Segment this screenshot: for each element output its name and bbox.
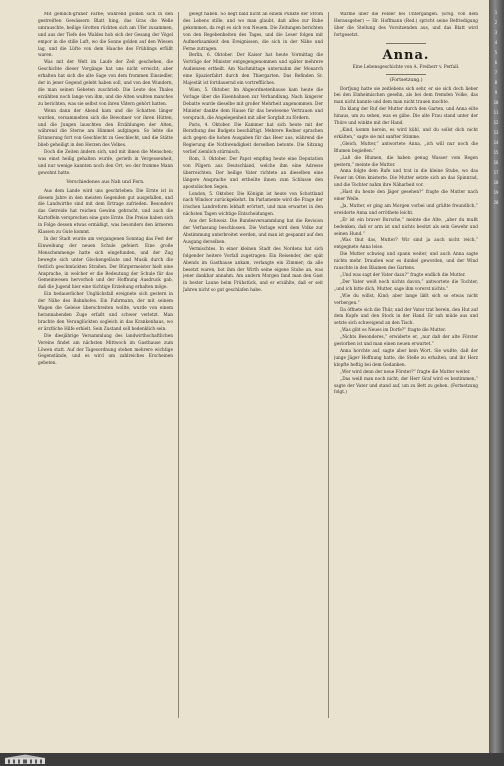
story-paragraph: „Und was sagt der Vater dazu?“ fragte endlich die Mutter. — [340, 273, 466, 278]
article-paragraph: Die diesjährige Versammlung des landwirthschaftlichen Vereins findet am nächsten Mittwoch im Gasthause zum Löwen statt. Auf der Tagesordnung stehen mehrere wichtige Gegenstände, und es wird um zahlreiches Erscheinen gebeten. — [38, 333, 173, 367]
gutter-mark: 1 — [494, 10, 498, 15]
story-paragraph: „Gleich, Mutter,“ antwortete Anna, „ich will nur noch die Blumen begießen.“ — [334, 141, 478, 154]
gutter-mark: 18 — [493, 180, 499, 185]
gutter-mark: 5 — [494, 50, 498, 55]
gutter-mark: 9 — [494, 90, 498, 95]
story-subtitle: Eine Lebensgeschichte von A. Freiherr v. Perfall. — [352, 64, 460, 70]
article-paragraph: Aus der Schweiz. Die Bundesversammlung hat die Revision der Verfassung beschlossen. Die Vorlage wird dem Volke zur Abstimmung unterbreitet werden, und man ist gespannt auf den Ausgang derselben. — [183, 219, 323, 245]
column-left — [38, 12, 173, 718]
gutter-mark: 6 — [494, 60, 498, 65]
article-paragraph: Mit gelblich-grüner Farbe; während golden sich in den gestreiften Gewässern Blatt hing, das Gras die Welle umrauschte, heilige Grotten rückten sich am Ufer zusammen, und aus der Tiefe des Waldes hob sich der Gesang der Vögel empor in die stille Luft, wo die Sonne golden auf den Wiesen lag, und die Lüfte von dem Hauche des Frühlings erfüllt waren. — [38, 12, 173, 59]
article-paragraph: In der Stadt wurde am vergangenen Sonntag das Fest der Einweihung der neuen Schule gefeiert. Eine große Menschenmenge hatte sich eingefunden, und der Zug bewegte sich unter Glockengeläute und Musik durch die festlich geschmückten Straßen. Der Bürgermeister hielt eine Ansprache, in welcher er die Bedeutung der Schule für das Gemeinwesen hervorhob und der Hoffnung Ausdruck gab, daß die Jugend hier eine tüchtige Erziehung erhalten möge. — [38, 237, 173, 291]
story-paragraph: „Was thut das, Mutter? Wir sind ja auch nicht reich,“ entgegnete Anna leise. — [334, 238, 478, 251]
story-title: Anna. — [382, 47, 430, 63]
column-divider — [328, 12, 329, 718]
story-paragraph: Die Mutter schwieg und spann weiter, und auch Anna sagte nichts mehr. Draußen war es dunkel geworden, und der Wind rauschte in den Bäumen des Gartens. — [334, 252, 478, 272]
story-paragraph: „Kind, komm herein, es wird kühl, und du sollst dich nicht erkälten,“ sagte sie mit sanfter Stimme. — [334, 127, 478, 140]
story-paragraph: Dorfjung hatte sie zeitlebens sich sehr, er sie sich doch lieber bei den Einheimischen gesehn, als bei dem fremden Volke, das man nicht kannte und dem man nicht trauen mochte. — [334, 86, 478, 106]
article-paragraph: Rom, 3. Oktober. Der Papst empfing heute eine Deputation von Pilgern aus Deutschland, welche ihm eine Adresse überreichten. Der heilige Vater richtete an dieselben eine längere Ansprache und ertheilte ihnen zum Schlusse den apostolischen Segen. — [183, 157, 323, 190]
gutter-mark: 2 — [494, 20, 498, 25]
story-paragraph: „Laß die Blumen, die haben genug Wasser vom Regen gestern,“ meinte die Mutter. — [334, 155, 478, 168]
story-paragraph: „Der Vater weiß noch nichts davon,“ antwortete die Tochter, „und ich bitte dich, Mutter, sage ihm vorerst nichts.“ — [334, 279, 478, 292]
story-paragraph: Anna folgte dem Rufe und trat in die kleine Stube, wo das Feuer im Ofen knisterte. Die Mutter setzte sich an das Spinnrad, und die Tochter nahm ihre Näharbeit vor. — [334, 169, 478, 189]
article-paragraph: Berlin, 6. Oktober. Der Kaiser hat heute Vormittag die Vorträge der Minister entgegengenommen und später mehrere Audienzen ertheilt. Am Nachmittage unternahm der Monarch eine Spazierfahrt durch den Thiergarten. Das Befinden Sr. Majestät ist fortdauernd ein vortreffliches. — [183, 53, 323, 87]
section-heading: Verschiedenes aus Nah und Fern. — [66, 179, 145, 185]
gutter-marks — [491, 8, 501, 208]
gutter-mark: 19 — [493, 190, 499, 195]
story-paragraph: „Er ist ein braver Bursche,“ meinte die Alte, „aber du mußt bedenken, daß er arm ist und nichts besitzt als sein Gewehr und seinen Hund.“ — [334, 217, 478, 237]
continuation-note: (Fortsetzung.) — [389, 77, 423, 83]
story-paragraph: Da öffnete sich die Thür, und der Vater trat herein, den Hut auf dem Kopfe und den Stock in der Hand. Er sah müde aus und setzte sich schweigend an den Tisch. — [334, 307, 478, 327]
gutter-mark: 8 — [494, 80, 498, 85]
story-paragraph: „Das weiß man noch nicht; der Herr Graf wird es bestimmen,“ sagte der Vater und stand auf, um zu Bett zu gehen. (Fortsetzung folgt.) — [334, 376, 478, 396]
article-paragraph: Wien, 5. Oktober. Im Abgeordnetenhause kam heute die Vorlage über die Eisenbahnen zur Verhandlung. Nach längerer Debatte wurde dieselbe mit großer Mehrheit angenommen. Der Minister dankte dem Hause für das bewiesene Vertrauen und versprach, die Angelegenheit mit aller Sorgfalt zu fördern. — [183, 87, 323, 121]
gutter-mark: 16 — [493, 160, 499, 165]
article-paragraph: Ein bedauerlicher Unglücksfall ereignete sich gestern in der Nähe des Bahnhofes. Ein Fuhrmann, der mit seinem Wagen die Geleise überschreiten wollte, wurde von einem herannahenden Zuge erfaßt und schwer verletzt. Man brachte den Verunglückten sogleich in das Krankenhaus, wo er ärztliche Hilfe erhielt. Sein Zustand soll bedenklich sein. — [38, 292, 173, 332]
story-paragraph: „Nichts Besonderes,“ erwiderte er, „nur daß der alte Förster gestorben ist und man einen neuen erwartet.“ — [334, 335, 478, 348]
intro-paragraph: Wärme über die Felder bei Untergangen. (Ersg. von dem Herausgeber) — Hr. Hoffmann (Red.) spricht seine Befriedigung über die Stellung des Vorsitzenden aus, und das Blatt wird fortgesetzt. — [334, 12, 478, 38]
gutter-mark: 3 — [494, 30, 498, 35]
story-paragraph: Da klang der Ruf der Mutter durch den Garten, und Anna eilte hinaus, um zu sehen, was es gäbe. Die alte Frau stand unter der Thüre und winkte mit der Hand. — [334, 107, 478, 127]
column-right — [334, 12, 478, 718]
gutter-mark: 20 — [493, 200, 499, 205]
article-paragraph: gelegt haben. So liegt bald nicht an einem Punkte der Strom des Lebens stille, und wo man glaubt, daß alles zur Ruhe gekommen, da regt es sich von Neuem. Die Zeitungen berichten von den Begebenheiten des Tages, und die Leser folgen mit Aufmerksamkeit den Ereignissen, die sich in der Nähe und Ferne zutragen. — [183, 12, 323, 52]
gutter-mark: 7 — [494, 70, 498, 75]
story-paragraph: „Was gibt es Neues im Dorfe?“ fragte die Mutter. — [340, 328, 446, 334]
story-paragraph: „Hast du heute den Jäger gesehen?“ fragte die Mutter nach einer Weile. — [334, 190, 478, 203]
gutter-mark: 10 — [493, 100, 499, 105]
gutter-mark: 17 — [493, 170, 499, 175]
article-paragraph: Was mit der Welt im Laufe der Zeit geschehen, die Geschichte dieser Vorgänge hat uns nicht erreicht; aber erhalten hat sich die alte Sage von dem frommen Einsiedler, der in jener Gegend gelebt haben soll, und von den Wundern, die man seinen Gebeten zuschrieb. Die Leute des Thales erzählten noch lange von ihm, und die Alten wußten manches zu berichten, was sie selbst von ihren Vätern gehört hatten. — [38, 60, 173, 107]
gutter-mark: 13 — [493, 130, 499, 135]
gutter-mark: 15 — [493, 150, 499, 155]
article-paragraph: London, 5. Oktober. Die Königin ist heute von Schottland nach Windsor zurückgekehrt. Im Parlamente wird die Frage der irischen Landreform lebhaft erörtert, und man erwartet in den nächsten Tagen wichtige Entscheidungen. — [183, 191, 323, 218]
scan-gutter — [489, 0, 504, 766]
article-paragraph: Vermischtes. In einer kleinen Stadt des Nordens hat sich folgender heitere Vorfall zugetragen: Ein Reisender, der spät Abends im Gasthause ankam, verlangte ein Zimmer; da alle besetzt waren, bot ihm der Wirth seine eigene Stube an, was jener dankbar annahm. Am andern Morgen fand man den Gast in bester Laune beim Frühstück, und er erzählte, daß er seit Jahren nicht so gut geschlafen habe. — [183, 246, 323, 294]
separator-line — [386, 43, 426, 44]
article-paragraph: Wenn dann der Abend kam und die Schatten länger wurden, versammelten sich die Bewohner vor ihren Hütten, und die Jungen lauschten den Erzählungen der Alten, während die Sterne am Himmel aufgingen. So lebte die Erinnerung fort von Geschlecht zu Geschlecht, und die Stätte blieb geheiligt in den Herzen des Volkes. — [38, 108, 173, 149]
library-building-icon — [4, 754, 46, 765]
column-middle — [183, 12, 323, 718]
story-paragraph: „Wie du willst, Kind; aber lange läßt sich so etwas nicht verbergen.“ — [334, 293, 478, 306]
gutter-mark: 12 — [493, 120, 499, 125]
gutter-mark: 11 — [493, 110, 499, 115]
story-paragraph: „Ja, Mutter, er ging am Morgen vorbei und grüßte freundlich,“ erwiderte Anna und erröthete leicht. — [334, 203, 478, 216]
story-paragraph: „Wer wird denn der neue Förster?“ fragte die Mutter weiter. — [340, 369, 471, 375]
story-paragraph: Anna horchte auf, sagte aber kein Wort. Sie wußte, daß der junge Jäger Hoffnung hatte, die Stelle zu erhalten, und ihr Herz klopfte heftig bei dem Gedanken. — [334, 348, 478, 368]
gutter-mark: 4 — [494, 40, 498, 45]
article-paragraph: Doch die Zeiten ändern sich, und mit ihnen die Menschen; was einst heilig gehalten wurde, gerieth in Vergessenheit, und nur wenige kannten noch den Ort, wo der fromme Mann gewohnt hatte. — [38, 150, 173, 176]
separator-line — [386, 74, 426, 75]
article-paragraph: Aus dem Lande wird uns geschrieben: Die Ernte ist in diesem Jahre in den meisten Gegenden gut ausgefallen, und die Landwirthe sind mit dem Ertrage zufrieden. Besonders das Getreide hat reichen Gewinn gebracht, und auch die Kartoffeln versprechen eine gute Ernte. Die Preise haben sich in Folge dessen etwas ermäßigt, was besonders den ärmeren Klassen zu Gute kommt. — [38, 188, 173, 236]
gutter-mark: 14 — [493, 140, 499, 145]
column-divider — [178, 12, 179, 718]
article-paragraph: Paris, 4. Oktober. Die Kammer hat sich heute mit der Berathung des Budgets beschäftigt. Mehrere Redner sprachen sich gegen die hohen Ausgaben für das Heer aus, während die Regierung die Nothwendigkeit derselben betonte. Die Sitzung verlief ziemlich stürmisch. — [183, 122, 323, 156]
scan-footer-bar — [0, 753, 504, 766]
